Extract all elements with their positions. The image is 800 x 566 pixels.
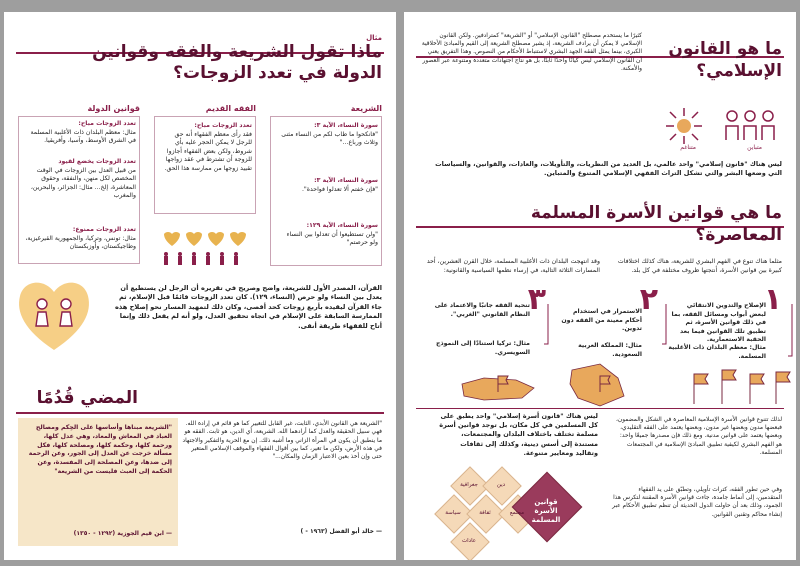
right-page	[404, 12, 796, 560]
uniform-label: متناغم	[680, 144, 696, 151]
fiqh-item-head: تعدد الزوجات مباح:	[194, 122, 252, 129]
path-number-1: ١	[763, 282, 782, 317]
state-item-3	[24, 226, 136, 252]
diverse-label: متباين	[747, 144, 762, 151]
path-1-text: الإصلاح والتدوين الانتقائي لبعض أبواب ومسائل الفقه، بما في ذلك قوانين الأسرة، ثم تطبيق تلك القوانين فيما بعد الحقبة الاستعمارية.	[671, 302, 766, 344]
state-item-2	[24, 158, 136, 201]
path-2-text: الاستمرار في استخدام أحكام معينة من الفقه دون تدوين.	[561, 308, 642, 333]
section2-rule	[16, 412, 384, 414]
diamond-label-society: مجتمع	[509, 510, 525, 516]
bold-note: ليس هناك "قانون أسرة إسلامي" واحد يطبق على كل المسلمين في كل مكان، بل توجد قوانين أسرة مسلمة تختلف باختلاف البلدان والمجتمعات، مستندة إلى أسس دينية، وكذلك إلى ثقافات وتقاليد ومعايير متنوعة.	[439, 412, 598, 457]
diamond-label-religion: دين	[496, 482, 506, 488]
sharia-item-1-head: سورة النساء، الآية ٣:	[314, 122, 378, 129]
state-item-2-head: تعدد الزوجات يخضع لقيود	[58, 158, 136, 165]
path-2-example: مثال: المملكة العربية السعودية.	[578, 342, 642, 358]
quote-ibn-qayyim: "الشريعة مبناها وأساسها على الحِكم ومصالح العباد في المعاش والمعاد، وهي عدل كلها، ورحمة كلها، وحكمة كلها، ومصلحة كلها، فكل مسألة خرجت عن العدل إلى الجور، وعن الرحمة إلى ضدها، وعن المصلحة إلى المفسدة، وعن الحكمة إلى العبث فليست من الشريعة"	[28, 424, 172, 475]
sharia-item-1	[278, 122, 378, 148]
quote-ibn-qayyim-author: — ابن قيم الجوزية (١٢٩٢ - ١٣٥٠)	[73, 530, 172, 537]
diamond-label-politics: سياسة	[445, 510, 461, 516]
intro-bold-note: ليس هناك "قانون إسلامي" واحد عالمي، بل العديد من النظريات، والتأويلات، والعادات، والقوانين، والسياسات التي وضعها البشر والتي تشكل التراث الفقهي الإسلامي المتنوع والمتباين.	[435, 160, 782, 178]
state-item-3-body: مثال: تونس، وتركيا، والجمهورية القيرغيزية، وطاجيكستان، وأوزبكستان	[25, 234, 136, 251]
state-item-1	[24, 120, 136, 146]
path-number-2: ٢	[639, 282, 658, 317]
intro-paragraph: كثيرًا ما يستخدم مصطلح "القانون الإسلامي" أو "الشريعة" كمترادفين. ولكن القانون الإسلامي لا يمكن أن يرادف الشريعة، إذ يشير مصطلح الشريعة إلى القيم والمبادئ الأخلاقية الكبرى، بينما يمثل الفقه الجهد البشري لاستنباط الأحكام من النصوص. وهذا التفريق يعني أن القانون الإسلامي ليس كيانًا واحدًا ثابتًا، بل هو نتاج اجتهادات متعددة ومتنوعة عبر العصور والأمكنة.	[421, 33, 642, 72]
fiqh-item-body: فقد رأى معظم الفقهاء أنه حق للرجل لا يمكن الحجر عليه بأي شروط، ولكن بعض الفقهاء أجازوا للزوجة أن تشترط في عقد زواجها تقييد زوجها من ممارسة هذا الحق.	[164, 130, 252, 172]
map-flags-illustration	[404, 292, 796, 412]
couple-heart-icon	[14, 274, 94, 354]
path-3-text: تنحية الفقه جانبًا والاعتماد على النظام القانوني "الغربي".	[434, 302, 530, 318]
para2b: وقد انتهجت البلدان ذات الأغلبية المسلمة، خلال القرن العشرين، أحد المسارات الثلاثة التالية، في إرساء نظمها السياسية والقانونية:	[426, 258, 600, 274]
path-3-example: مثال: تركيا استنادًا إلى النموذج السويسري.	[436, 340, 530, 356]
sharia-item-2	[278, 177, 378, 194]
quote-abou-elfadl: "الشريعة هي القانون الأبدي، الثابت، غير القابل للتغيير كما هو قائم في إرادة الله. فهي سبيل الحقيقة والعدل كما أرادهما الله. الشريعة، أي الدين، هو ثابت. الفقه هو ما ينطبق أن يكون في المرأة الزاني وما أشبه ذلك. إن مع الحرية والتفكير والاجتهاد في هذه الأرض، ولكن ما تغير، كما بين أقوال الفقهاء والموقف الإسلامي المتغير حتى وإن أخذ بعين الاعتبار الزمان والمكان..."	[182, 421, 382, 461]
state-item-1-head: تعدد الزوجات مباح:	[78, 120, 136, 127]
left-page	[4, 12, 396, 560]
state-item-3-head: تعدد الزوجات ممنوع:	[72, 226, 136, 233]
summary-text: القرآن، المصدر الأول للشريعة، واضح وصريح في تقريره أن الرجل لن يستطيع أن يعدل بين النساء ولو حرص (النساء، ١٢٩). كان تعدد الزوجات قائمًا قبل الإسلام، ثم جاء القرآن ليقيده بأربع زوجات كحد أقصى، وكان ذلك لتمهيد المسار نحو إصلاح هذه الممارسة السابقة على الإسلام في اتجاه تحقيق العدل، ولو أنه لم يفعل ذلك وإنما أتاح للفقهاء طريقة أنقى.	[115, 284, 382, 330]
sharia-item-2-body: "فإن خفتم ألا تعدلوا فواحدة".	[301, 185, 378, 193]
broken-hearts-icon	[156, 228, 246, 268]
path-1-example: مثال: معظم البلدان ذات الأغلبية المسلمة.	[668, 344, 766, 360]
para3b: وفي حين تطور الفقه، كتراث تأويلي، وتطبّق على يد الفقهاء المتقدمين، إلى أنماط جامدة، جاءت قوانين الأسرة المقننة لتكرس هذا الجمود، وذلك بعد أن حاولت الدول الحديثة أن تنظم تطبيق الأحكام عبر إنشاء محاكم وتقنين القوانين.	[612, 487, 782, 518]
col-header-fiqh: الفقه القديم	[205, 104, 256, 113]
diamond-label-culture: ثقافة	[479, 510, 491, 516]
col-header-state: قوانين الدولة	[87, 104, 140, 113]
quote-abou-elfadl-author: — خالد أبو الفضل (١٩٦٣ - )	[300, 528, 382, 535]
diamond-center-label: قوانين الأسرة المسلمة	[531, 498, 561, 524]
sharia-item-2-head: سورة النساء، الآية ٣:	[314, 177, 378, 184]
diamond-label-geography: جغرافية	[460, 482, 478, 488]
section2-title: المضي قُدُمًا	[36, 388, 138, 408]
sharia-item-3-head: سورة النساء، الآية ١٢٩:	[306, 222, 378, 229]
para2: مثلما هناك تنوع في الفهم البشري للشريعة، هناك كذلك اختلافات كبيرة بين قوانين الأسرة، أنتجتها ظروف مختلفة في كل بلد.	[617, 258, 782, 274]
path-number-3: ٣	[527, 282, 546, 317]
sharia-item-3-body: "ولن تستطيعوا أن تعدلوا بين النساء ولو حرصتم"	[286, 230, 378, 247]
sharia-item-3	[278, 222, 378, 248]
diamond-label-customs: عادات	[461, 538, 477, 544]
sharia-item-1-body: "فانكحوا ما طاب لكم من النساء مثنى وثلاث ورباع..."	[281, 130, 378, 147]
section-title-family-laws: ما هي قوانين الأسرة المسلمة المعاصرة؟	[530, 203, 782, 245]
fiqh-item	[160, 122, 252, 174]
col-header-sharia: الشريعة	[350, 104, 382, 113]
para3: لذلك تتنوع قوانين الأسرة الإسلامية المعاصرة في الشكل والمضمون، فبعضها مدون وبعضها غير مدون، وبعضها يعتمد على الفقه التقليدي، وبعضها يعتمد على قوانين مدنية. ومع ذلك فإن مصدرها جميعًا واحد: هو الفهم البشري لكيفية تطبيق المبادئ الإسلامية في المجتمعات المسلمة.	[616, 417, 782, 456]
page-title: ماذا تقول الشريعة والفقه وقوانين الدولة في تعدد الزوجات؟	[92, 42, 382, 83]
bottom-rule	[416, 408, 784, 409]
state-item-2-body: من قبيل العدل بين الزوجات في الوقت المخصص لكل منهن، والنفقة، وحقوق المعاشرة، إلخ... مثال: الجزائر، والبحرين، والمغرب	[30, 166, 136, 200]
example-label: مثال	[366, 34, 382, 42]
section-title-islamic-law: ما هو القانون الإسلامي؟	[668, 39, 782, 81]
state-item-1-body: مثال: معظم البلدان ذات الأغلبية المسلمة في الشرق الأوسط، وآسيا، وأفريقيا.	[30, 128, 136, 145]
